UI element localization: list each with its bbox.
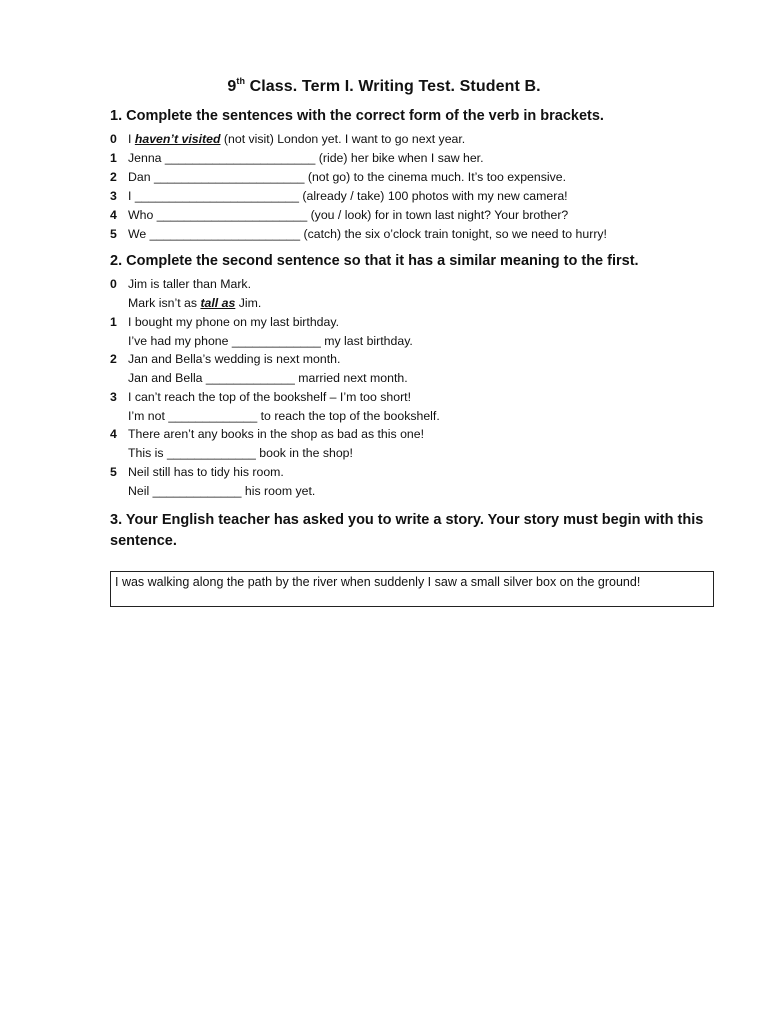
item-number: 3 <box>110 390 117 404</box>
example-answer: tall as <box>200 296 236 310</box>
item-number: 2 <box>110 352 117 366</box>
item-second-sentence: I’m not _____________ to reach the top of the bookshelf. <box>128 409 440 423</box>
item-text: We ______________________ (catch) the six o’clock train tonight, so we need to hurry! <box>128 227 607 241</box>
story-prompt-box: I was walking along the path by the river when suddenly I saw a small silver box on the ground! <box>110 571 714 607</box>
item-text: Jenna ______________________ (ride) her bike when I saw her. <box>128 151 484 165</box>
section3-heading: 3. Your English teacher has asked you to write a story. Your story must begin with this sentence. <box>110 512 704 549</box>
page-title <box>0 76 768 96</box>
item-number: 4 <box>110 427 117 441</box>
title-grade-number: 9 <box>227 78 237 95</box>
item-second-sentence: Jan and Bella _____________ married next month. <box>128 371 408 385</box>
item-text: Who ______________________ (you / look) for in town last night? Your brother? <box>128 208 569 222</box>
example-post: (not visit) London yet. I want to go next year. <box>220 132 466 146</box>
title-grade-superscript: th <box>236 76 246 86</box>
item-number: 0 <box>110 132 117 146</box>
item-first-sentence: I bought my phone on my last birthday. <box>128 315 339 329</box>
title-text: Class. Term I. Writing Test. Student B. <box>249 78 541 95</box>
item-number: 1 <box>110 151 117 165</box>
item-number: 3 <box>110 189 117 203</box>
item-number: 5 <box>110 465 117 479</box>
section2-heading: 2. Complete the second sentence so that it has a similar meaning to the first. <box>110 253 639 269</box>
example-pre: Mark isn’t as <box>128 296 201 310</box>
section1-heading: 1. Complete the sentences with the correct form of the verb in brackets. <box>110 108 604 124</box>
item-first-sentence: I can’t reach the top of the bookshelf – I’m too short! <box>128 390 411 404</box>
item-second-sentence: I’ve had my phone _____________ my last birthday. <box>128 334 413 348</box>
example-pre: I <box>128 132 135 146</box>
item-text: I ________________________ (already / take) 100 photos with my new camera! <box>128 189 568 203</box>
item-second-sentence: Neil _____________ his room yet. <box>128 484 316 498</box>
item-first-sentence: Jim is taller than Mark. <box>128 277 251 291</box>
item-second-sentence: This is _____________ book in the shop! <box>128 446 353 460</box>
item-text: Dan ______________________ (not go) to the cinema much. It’s too expensive. <box>128 170 566 184</box>
item-first-sentence: There aren’t any books in the shop as bad as this one! <box>128 427 424 441</box>
item-first-sentence: Neil still has to tidy his room. <box>128 465 284 479</box>
example-answer: haven’t visited <box>134 132 221 146</box>
item-first-sentence: Jan and Bella’s wedding is next month. <box>128 352 341 366</box>
item-number: 2 <box>110 170 117 184</box>
item-number: 1 <box>110 315 117 329</box>
item-number: 5 <box>110 227 117 241</box>
item-number: 0 <box>110 277 117 291</box>
example-post: Jim. <box>235 296 262 310</box>
item-number: 4 <box>110 208 117 222</box>
